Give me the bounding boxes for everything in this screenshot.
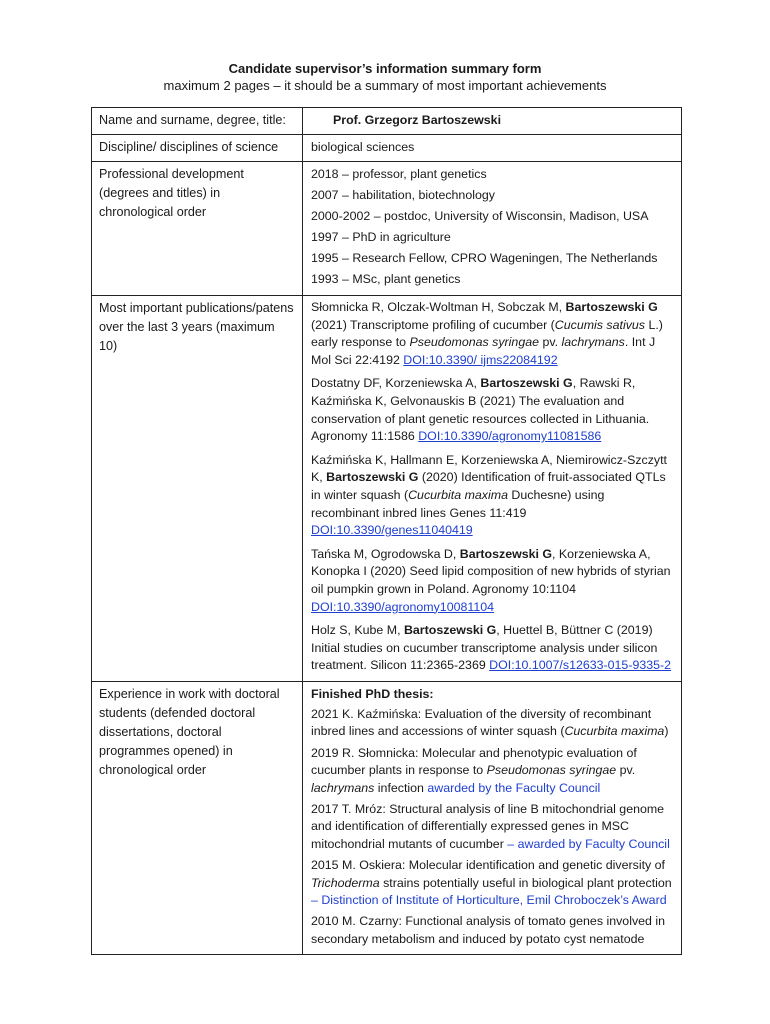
award-text: awarded by the Faculty Council [427, 780, 601, 795]
row-discipline [92, 135, 682, 162]
row-publications [92, 296, 682, 682]
row-name [92, 108, 682, 135]
discipline-value: biological sciences [303, 135, 682, 162]
form-subtitle: maximum 2 pages – it should be a summary of most important achievements [163, 78, 607, 93]
publications-list [303, 296, 682, 682]
author-highlight: Bartoszewski G [459, 546, 553, 561]
form-title: Candidate supervisor’s information summary form [228, 61, 542, 76]
publication-item: Kaźmińska K, Hallmann E, Korzeniewska A, Niemirowicz-Szczytt K, Bartoszewski G (2020) Identification of fruit-associated QTLs in winter squash (Cucurbita maxima Duchesne) using recombinant inbred lines Genes 11:419 DOI:10.3390/genes11040419 [311, 452, 667, 538]
name-label: Name and surname, degree, title: [92, 108, 303, 135]
doctoral-list [303, 681, 682, 954]
publication-item: Holz S, Kube M, Bartoszewski G, Huettel B, Büttner C (2019) Initial studies on cucumber transcriptome analysis under silicon treatment. Silicon 11:2365-2369 DOI:10.1007/s12633-015-9335-2 [311, 623, 672, 673]
development-list [303, 162, 682, 296]
development-item: 1997 – PhD in agriculture [311, 230, 451, 244]
thesis-item: 2019 R. Słomnicka: Molecular and phenotypic evaluation of cucumber plants in response to Pseudomonas syringae pv. lachrymans infection awarded by the Faculty Council [311, 745, 637, 795]
form-header [0, 60, 770, 94]
summary-table [91, 107, 682, 955]
award-text: – awarded by Faculty Council [507, 836, 670, 851]
thesis-item: 2021 K. Kaźmińska: Evaluation of the diversity of recombinant inbred lines and accessions of winter squash (Cucurbita maxima) [311, 706, 669, 739]
doi-link[interactable]: DOI:10.1007/s12633-015-9335-2 [489, 658, 672, 673]
row-doctoral [92, 681, 682, 954]
author-highlight: Bartoszewski G [480, 376, 573, 391]
doi-link[interactable]: DOI:10.3390/agronomy11081586 [418, 429, 602, 444]
doctoral-heading: Finished PhD thesis: [311, 686, 434, 701]
development-item: 2007 – habilitation, biotechnology [311, 188, 495, 202]
author-highlight: Bartoszewski G [403, 623, 497, 638]
publication-item: Tańska M, Ogrodowska D, Bartoszewski G, Korzeniewska A, Konopka I (2020) Seed lipid composition of new hybrids of styrian oil pumpkin grown in Poland. Agronomy 10:1104 DOI:10.3390/agronomy10081104 [311, 546, 671, 614]
thesis-item: 2010 M. Czarny: Functional analysis of tomato genes involved in secondary metabolism and induced by potato cyst nematode [311, 914, 666, 946]
discipline-label: Discipline/ disciplines of science [92, 135, 303, 162]
doi-link[interactable]: DOI:10.3390/agronomy10081104 [311, 599, 495, 614]
name-value: Prof. Grzegorz Bartoszewski [303, 108, 682, 135]
development-item: 1995 – Research Fellow, CPRO Wageningen, The Netherlands [311, 251, 658, 265]
row-development [92, 162, 682, 296]
publications-label: Most important publications/patens over the last 3 years (maximum 10) [92, 296, 303, 682]
publication-item: Słomnicka R, Olczak-Woltman H, Sobczak M, Bartoszewski G (2021) Transcriptome profiling of cucumber (Cucumis sativus L.) early response to Pseudomonas syringae pv. lachrymans. Int J Mol Sci 22:4192 DOI:10.3390/ ijms22084192 [311, 300, 663, 367]
development-item: 2000-2002 – postdoc, University of Wisconsin, Madison, USA [311, 209, 649, 223]
thesis-item: 2017 T. Mróz: Structural analysis of line B mitochondrial genome and identification of differentially expressed genes in MSC mitochondrial mutants of cucumber – awarded by Faculty Council [311, 801, 670, 851]
award-text: – Distinction of Institute of Horticulture, Emil Chroboczek’s Award [311, 892, 667, 907]
doi-link[interactable]: DOI:10.3390/genes11040419 [311, 523, 473, 538]
development-item: 2018 – professor, plant genetics [311, 167, 487, 181]
doctoral-label: Experience in work with doctoral students (defended doctoral dissertations, doctoral programmes opened) in chronological order [92, 681, 303, 954]
author-highlight: Bartoszewski G [565, 300, 658, 314]
development-label: Professional development (degrees and titles) in chronological order [92, 162, 303, 296]
publication-item: Dostatny DF, Korzeniewska A, Bartoszewski G, Rawski R, Kaźmińska K, Gelvonauskis B (2021) The evaluation and conservation of plant genetic resources collected in Lithuania. Agronomy 11:1586 DOI:10.3390/agronomy11081586 [311, 376, 650, 444]
thesis-item: 2015 M. Oskiera: Molecular identification and genetic diversity of Trichoderma strains potentially useful in biological plant protection – Distinction of Institute of Horticulture, Emil Chroboczek’s Award [311, 858, 672, 907]
author-highlight: Bartoszewski G [326, 470, 419, 485]
doi-link[interactable]: DOI:10.3390/ ijms22084192 [403, 352, 558, 367]
development-item: 1993 – MSc, plant genetics [311, 272, 461, 286]
